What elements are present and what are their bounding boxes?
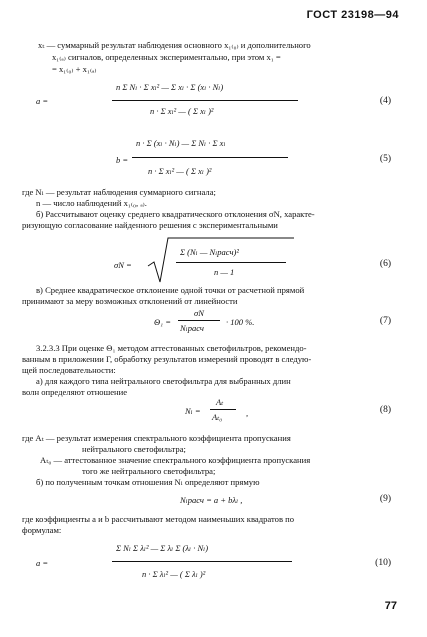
equation-number-5: (5) — [379, 154, 391, 164]
where-8-line-2: нейтрального светофильтра; — [82, 444, 186, 454]
equation-number-4: (4) — [379, 96, 391, 106]
formula-a-denominator: n · Σ xₗ² — ( Σ xₗ )² — [150, 106, 214, 116]
formula-a-numerator: n Σ Nₗ · Σ xₗ² — Σ xₗ · Σ (xₗ · Nₗ) — [116, 82, 224, 92]
where-line-2: n — число наблюдений x₁₍₀, ₐ₎. — [36, 198, 147, 208]
formula-sigma-fraction-bar — [176, 262, 286, 263]
page-number: 77 — [384, 600, 397, 612]
formula-a-left: a = — [36, 96, 49, 106]
where-8-line-4: того же нейтрального светофильтра; — [82, 466, 216, 476]
formula-a2-fraction-bar — [112, 561, 292, 562]
formula-b-numerator: n · Σ (xₗ · Nₗ) — Σ Nₗ · Σ xₗ — [136, 138, 226, 148]
step-b2-line: б) по полученным точкам отношения Nₗ определяют прямую — [36, 477, 260, 487]
formula-sigma-numerator: Σ (Nₗ — Nₗрасч)² — [180, 247, 239, 257]
definition-line-3: = x₁₍₀₎ + x₁₍ₐ₎ — [52, 64, 97, 74]
formula-a2-denominator: n · Σ λₗ² — ( Σ λₗ )² — [142, 569, 206, 579]
step-b-line-1: б) Рассчитывают оценку среднего квадратического отклонения σN, характе- — [36, 209, 315, 219]
formula-ratio-denominator: Aₜ₀ — [212, 412, 223, 422]
standard-header: ГОСТ 23198—94 — [306, 9, 399, 21]
formula-sigma-left: σN = — [114, 260, 132, 270]
formula-theta-tail: · 100 %. — [226, 317, 255, 327]
where-line-1: где Nₗ — результат наблюдения суммарного сигнала; — [22, 187, 216, 197]
paragraph-3233-line-3: щей последовательности: — [22, 365, 116, 375]
step-a-line-2: волн определяют отношение — [22, 387, 128, 397]
where-8-line-1: где Aₜ — результат измерения спектрального коэффициента пропускания — [22, 433, 291, 443]
formula-theta-left: Θ₁ = — [154, 317, 171, 327]
formula-ratio-numerator: Aₜ — [216, 397, 224, 407]
equation-number-7: (7) — [379, 316, 391, 326]
formula-theta-numerator: σN — [194, 308, 204, 318]
step-a-line-1: а) для каждого типа нейтрального светофильтра для выбранных длин — [36, 376, 291, 386]
formula-a2-left: a = — [36, 558, 49, 568]
formula-line-equation: Nₗрасч = a + bλₗ , — [180, 495, 243, 505]
step-v-line-1: в) Среднее квадратическое отклонение одной точки от расчетной прямой — [36, 285, 305, 295]
formula-ratio-comma: , — [246, 408, 249, 418]
definition-line-1: xₜ — суммарный результат наблюдения основного x₁₍₀₎ и дополнительного — [38, 40, 311, 50]
equation-number-8: (8) — [379, 405, 391, 415]
equation-number-6: (6) — [379, 259, 391, 269]
step-b-line-2: ризующую согласование найденного решения с экспериментальными — [22, 220, 278, 230]
formula-b-fraction-bar — [132, 157, 288, 158]
coefficients-line-1: где коэффициенты a и b рассчитывают методом наименьших квадратов по — [22, 514, 295, 524]
formula-b-denominator: n · Σ xₗ² — ( Σ xₗ )² — [148, 166, 212, 176]
formula-theta-fraction-bar — [178, 320, 220, 321]
formula-ratio-left: Nₗ = — [185, 406, 201, 416]
paragraph-3233-line-2: ванным в приложении Г, обработку результатов измерений проводят в следую- — [22, 354, 312, 364]
definition-line-2: x₁₍ₐ₎ сигналов, определенных экспериментально, при этом x₁ = — [52, 52, 281, 62]
equation-number-10: (10) — [375, 558, 391, 568]
formula-ratio-fraction-bar — [210, 409, 236, 410]
formula-a-fraction-bar — [112, 100, 298, 101]
formula-b-left: b = — [116, 155, 129, 165]
equation-number-9: (9) — [379, 494, 391, 504]
formula-theta-denominator: Nₗрасч — [180, 323, 204, 333]
paragraph-3233-line-1: 3.2.3.3 При оценке Θ₁ методом аттестованных светофильтров, рекомендо- — [36, 343, 307, 353]
where-8-line-3: Aₜ₀ — аттестованное значение спектрального коэффициента пропускания — [40, 455, 311, 465]
square-root-sign — [146, 236, 296, 286]
formula-a2-numerator: Σ Nₗ Σ λₗ² — Σ λₗ Σ (λₗ · Nₗ) — [116, 543, 209, 553]
formula-sigma-denominator: n — 1 — [214, 267, 235, 277]
step-v-line-2: принимают за меру возможных отклонений от линейности — [22, 296, 238, 306]
coefficients-line-2: формулам: — [22, 525, 62, 535]
